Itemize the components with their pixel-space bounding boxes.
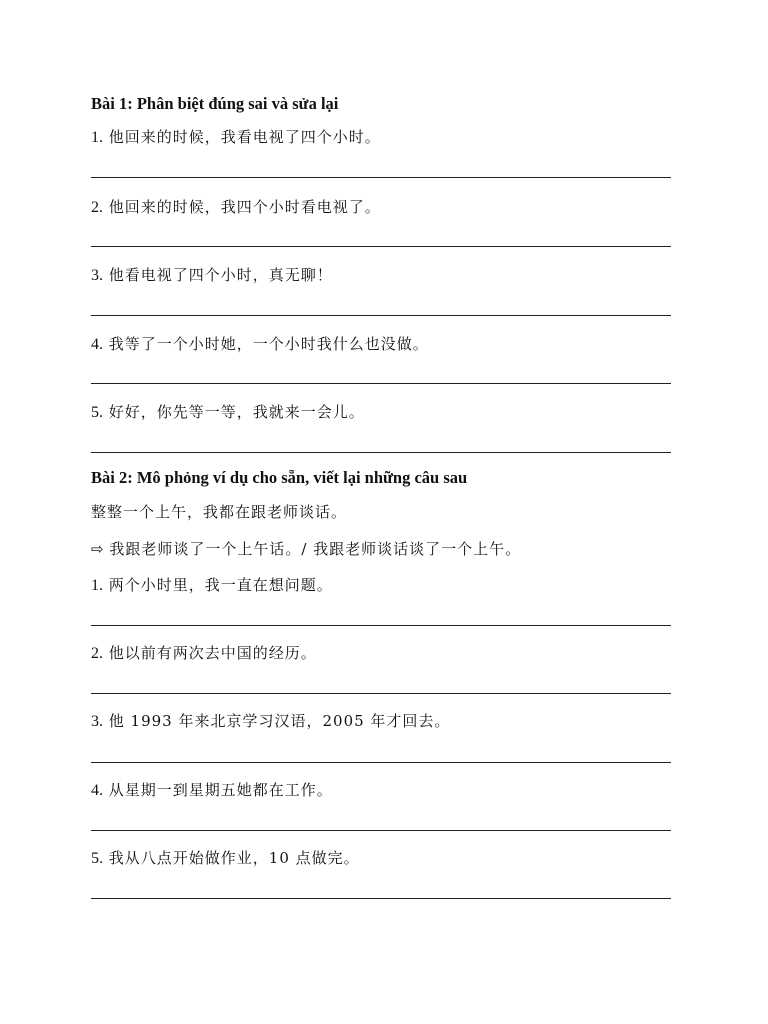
exercise-2-title: Bài 2: Mô phỏng ví dụ cho sẵn, viết lại những câu sau (91, 468, 468, 487)
item-number: 5. (91, 850, 103, 867)
item-text: 我等了一个小时她，一个小时我什么也没做。 (108, 335, 429, 353)
item-text: 他看电视了四个小时，真无聊！ (108, 266, 333, 284)
item-number: 4. (91, 336, 103, 353)
answer-line[interactable] (91, 383, 671, 384)
exercise-1-item-1 (91, 127, 381, 148)
exercise-1-item-4 (91, 334, 429, 355)
answer-line[interactable] (91, 762, 671, 763)
exercise-2-item-3 (91, 711, 450, 732)
item-number: 3. (91, 267, 103, 284)
exercise-2-item-4 (91, 780, 333, 801)
item-number: 2. (91, 199, 103, 216)
item-text: 好好，你先等一等，我就来一会儿。 (108, 403, 365, 421)
item-text: 两个小时里，我一直在想问题。 (108, 576, 333, 594)
answer-line[interactable] (91, 315, 671, 316)
item-text: 他以前有两次去中国的经历。 (108, 644, 317, 662)
item-number: 3. (91, 713, 103, 730)
exercise-2-example: 整整一个上午，我都在跟老师谈话。 (91, 503, 348, 521)
item-text: 我从八点开始做作业，10 点做完。 (108, 849, 360, 867)
arrow-right-icon: ⇨ (91, 540, 104, 558)
answer-line[interactable] (91, 246, 671, 247)
item-text: 从星期一到星期五她都在工作。 (108, 781, 333, 799)
answer-line[interactable] (91, 830, 671, 831)
exercise-1-item-3 (91, 265, 333, 286)
example-answer-text: 我跟老师谈了一个上午话。/ 我跟老师谈话谈了一个上午。 (109, 540, 522, 558)
exercise-2-item-1 (91, 575, 333, 596)
item-number: 1. (91, 129, 103, 146)
exercise-2-example-answer (91, 539, 521, 559)
item-text: 他回来的时候，我看电视了四个小时。 (108, 128, 381, 146)
item-number: 1. (91, 577, 103, 594)
exercise-1-item-5 (91, 402, 365, 423)
answer-line[interactable] (91, 693, 671, 694)
answer-line[interactable] (91, 625, 671, 626)
answer-line[interactable] (91, 177, 671, 178)
exercise-2-item-5 (91, 848, 360, 869)
item-number: 2. (91, 645, 103, 662)
exercise-2-item-2 (91, 643, 317, 664)
item-text: 他回来的时候，我四个小时看电视了。 (108, 198, 381, 216)
item-text: 他 1993 年来北京学习汉语，2005 年才回去。 (108, 712, 451, 730)
exercise-1-item-2 (91, 197, 381, 218)
item-number: 5. (91, 404, 103, 421)
answer-line[interactable] (91, 898, 671, 899)
exercise-1-title: Bài 1: Phân biệt đúng sai và sửa lại (91, 94, 339, 113)
answer-line[interactable] (91, 452, 671, 453)
item-number: 4. (91, 782, 103, 799)
